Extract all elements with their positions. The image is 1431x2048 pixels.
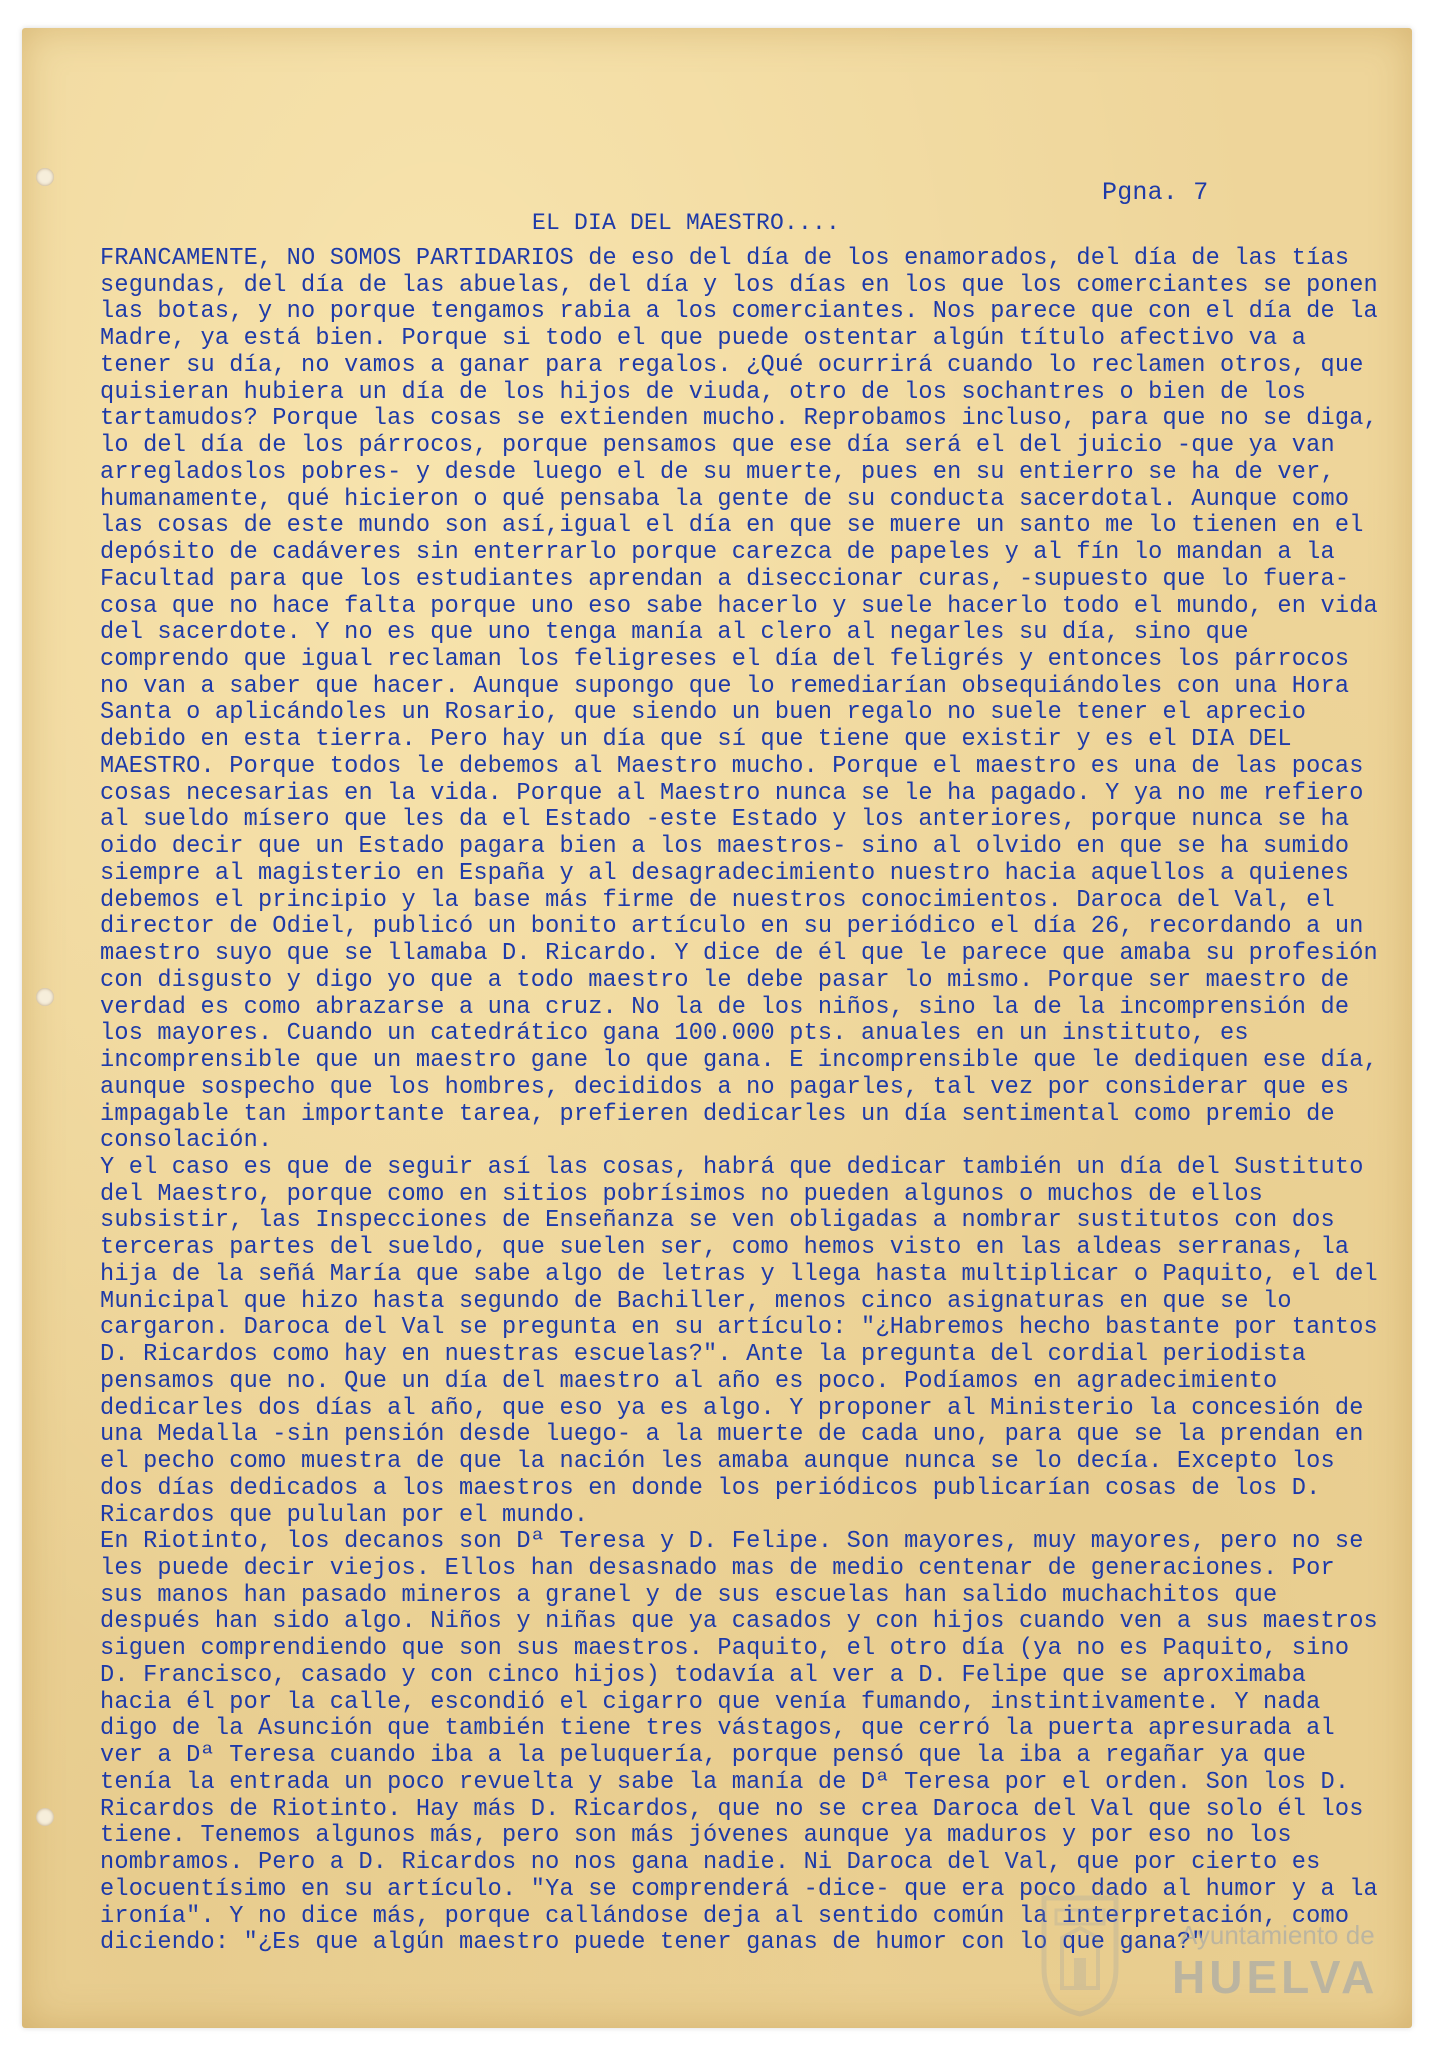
document-page: [22, 28, 1412, 2028]
article-title: EL DIA DEL MAESTRO....: [532, 210, 841, 236]
city-crest-icon: [1038, 1888, 1122, 2018]
paragraph: Y el caso es que de seguir así las cosas, habrá que dedicar también un día del Sustituto del Maestro, porque como en sitios pobrísimos no pueden algunos o muchos de ellos subsistir, las Inspecciones de Enseñanza se ven obligadas a nombrar sustitutos con dos terceras partes del sueldo, que suelen ser, como hemos visto en las aldeas serranas, la hija de la señá María que sabe algo de letras y llega hasta multiplicar o Paquito, el del Municipal que hizo hasta segundo de Bachiller, menos cinco asignaturas en que se lo cargaron. Daroca del Val se pregunta en su artículo: "¿Habremos hecho bastante por tantos D. Ricardos como hay en nuestras escuelas?". Ante la pregunta del cordial periodista pensamos que no. Que un día del maestro al año es poco. Podíamos en agradecimiento dedicarles dos días al año, que eso ya es algo. Y proponer al Ministerio la concesión de una Medalla -sin pensión desde luego- a la muerte de cada uno, para que se la prendan en el pecho como muestra de que la nación les amaba aunque nunca se lo decía. Excepto los dos días dedicados a los maestros en donde los periódicos publicarían cosas de los D. Ricardos que pululan por el mundo.: [100, 1153, 1378, 1529]
page-number: Pgna. 7: [1102, 178, 1209, 207]
paragraph: En Riotinto, los decanos son Dª Teresa y D. Felipe. Son mayores, muy mayores, pero no se les puede decir viejos. Ellos han desasnado mas de medio centenar de generaciones. Por sus manos han pasado mineros a granel y de sus escuelas han salido muchachitos que después han sido algo. Niños y niñas que ya casados y con hijos cuando ven a sus maestros siguen comprendiendo que son sus maestros. Paquito, el otro día (ya no es Paquito, sino D. Francisco, casado y con cinco hijos) todavía al ver a D. Felipe que se aproximaba hacia él por la calle, escondió el cigarro que venía fumando, instintivamente. Y nada digo de la Asunción que también tiene tres vástagos, que cerró la puerta apresurada al ver a Dª Teresa cuando iba a la peluquería, porque pensó que la iba a regañar ya que tenía la entrada un poco revuelta y sabe la manía de Dª Teresa por el orden. Son los D. Ricardos de Riotinto. Hay más D. Ricardos, que no se crea Daroca del Val que solo él los tiene. Tenemos algunos más, pero son más jóvenes aunque ya maduros y por eso no los nombramos. Pero a D. Ricardos no nos gana nadie. Ni Daroca del Val, que por cierto es elocuentísimo en su artículo. "Ya se comprenderá -dice- que era poco dado al humor y a la ironía". Y no dice más, porque callándose deja al sentido común la interpretación, como diciendo: "¿Es que algún maestro puede tener ganas de humor con lo que gana?": [100, 1528, 1378, 1957]
watermark-city: HUELVA: [1172, 1951, 1379, 2003]
paragraph: FRANCAMENTE, NO SOMOS PARTIDARIOS de eso del día de los enamorados, del día de las tías segundas, del día de las abuelas, del día y los días en los que los comerciantes se ponen las botas, y no porque tengamos rabia a los comerciantes. Nos parece que con el día de la Madre, ya está bien. Porque si todo el que puede ostentar algún título afectivo va a tener su día, no vamos a ganar para regalos. ¿Qué ocurrirá cuando lo reclamen otros, que quisieran hubiera un día de los hijos de viuda, otro de los sochantres o bien de los tartamudos? Porque las cosas se extienden mucho. Reprobamos incluso, para que no se diga, lo del día de los párrocos, porque pensamos que ese día será el del juicio -que ya van arregladoslos pobres- y desde luego el de su muerte, pues en su entierro se ha de ver, humanamente, qué hicieron o qué pensaba la gente de su conducta sacerdotal. Aunque como las cosas de este mundo son así,igual el día en que se muere un santo me lo tienen en el depósito de cadáveres sin enterrarlo porque carezca de papeles y al fín lo mandan a la Facultad para que los estudiantes aprendan a diseccionar curas, -supuesto que lo fuera- cosa que no hace falta porque uno eso sabe hacerlo y suele hacerlo todo el mundo, en vida del sacerdote. Y no es que uno tenga manía al clero al negarles su día, sino que comprendo que igual reclaman los feligreses el día del feligrés y entonces los párrocos no van a saber que hacer. Aunque supongo que lo remediarían obsequiándoles con una Hora Santa o aplicándoles un Rosario, que siendo un buen regalo no suele tener el aprecio debido en esta tierra. Pero hay un día que sí que tiene que existir y es el DIA DEL MAESTRO. Porque todos le debemos al Maestro mucho. Porque el maestro es una de las pocas cosas necesarias en la vida. Porque al Maestro nunca se le ha pagado. Y ya no me refiero al sueldo mísero que les da el Estado -este Estado y los anteriores, porque nunca se ha oido decir que un Estado pagara bien a los maestros- sino al olvido en que se ha sumido siempre al magisterio en España y al desagradecimiento nuestro hacia aquellos a quienes debemos el principio y la base más firme de nuestros conocimientos. Daroca del Val, el director de Odiel, publicó un bonito artículo en su periódico el día 26, recordando a un maestro suyo que se llamaba D. Ricardo. Y dice de él que le parece que amaba su profesión con disgusto y digo yo que a todo maestro le debe pasar lo mismo. Porque ser maestro de verdad es como abrazarse a una cruz. No la de los niños, sino la de la incomprensión de los mayores. Cuando un catedrático gana 100.000 pts. anuales en un instituto, es incomprensible que un maestro gane lo que gana. E incomprensible que le dediquen ese día, aunque sospecho que los hombres, decididos a no pagarles, tal vez por considerar que es impagable tan importante tarea, prefieren dedicarles un día sentimental como premio de consolación.: [100, 245, 1378, 1155]
punch-hole: [36, 1808, 54, 1826]
watermark-organization: Ayuntamiento de: [1180, 1920, 1375, 1950]
article-body: [100, 246, 1390, 1957]
punch-hole: [36, 168, 54, 186]
punch-hole: [36, 988, 54, 1006]
